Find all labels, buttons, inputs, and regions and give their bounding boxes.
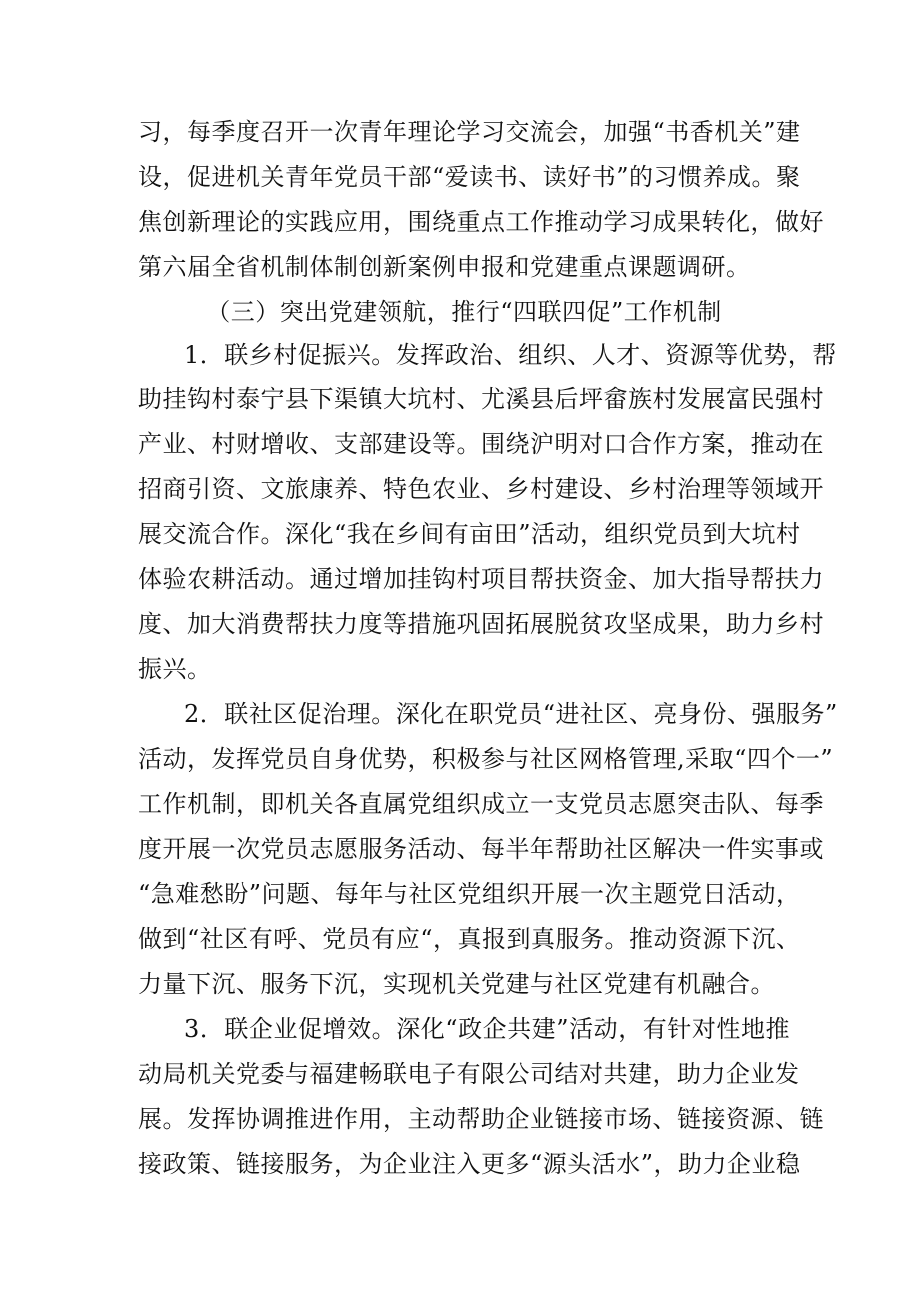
paragraph-3-line-7: 力量下沉、服务下沉，实现机关党建与社区党建有机融合。 bbox=[138, 970, 775, 998]
paragraph-2-line-7: 度、加大消费帮扶力度等措施巩固拓展脱贫攻坚成果，助力乡村 bbox=[138, 610, 824, 638]
paragraph-3-line-3: 工作机制，即机关各直属党组织成立一支党员志愿突击队、每季 bbox=[138, 790, 824, 818]
section-heading-3: （三）突出党建领航，推行“四联四促”工作机制 bbox=[206, 298, 722, 326]
paragraph-2-line-4: 招商引资、文旅康养、特色农业、乡村建设、乡村治理等领域开 bbox=[138, 475, 824, 503]
paragraph-1-line-1: 习，每季度召开一次青年理论学习交流会，加强“书香机关”建 bbox=[138, 118, 801, 146]
paragraph-2-line-5: 展交流合作。深化“我在乡间有亩田”活动，组织党员到大坑村 bbox=[138, 520, 801, 548]
paragraph-1-line-4: 第六届全省机制体制创新案例申报和党建重点课题调研。 bbox=[138, 253, 751, 281]
paragraph-1-line-2: 设，促进机关青年党员干部“爱读书、读好书”的习惯养成。聚 bbox=[138, 163, 801, 191]
paragraph-2-line-1: 1．联乡村促振兴。发挥政治、组织、人才、资源等优势，帮 bbox=[184, 341, 837, 369]
paragraph-3-line-1: 2．联社区促治理。深化在职党员“进社区、亮身份、强服务” bbox=[184, 700, 838, 728]
paragraph-2-line-2: 助挂钩村泰宁县下渠镇大坑村、尤溪县后坪畲族村发展富民强村 bbox=[138, 385, 824, 413]
paragraph-4-line-2: 动局机关党委与福建畅联电子有限公司结对共建，助力企业发 bbox=[138, 1060, 800, 1088]
paragraph-2-line-8: 振兴。 bbox=[138, 655, 212, 683]
paragraph-4-line-1: 3．联企业促增效。深化“政企共建”活动，有针对性地推 bbox=[184, 1015, 790, 1043]
paragraph-3-line-5: “急难愁盼”问题、每年与社区党组织开展一次主题党日活动， bbox=[138, 880, 801, 908]
paragraph-3-line-4: 度开展一次党员志愿服务活动、每半年帮助社区解决一件实事或 bbox=[138, 835, 824, 863]
paragraph-2-line-6: 体验农耕活动。通过增加挂钩村项目帮扶资金、加大指导帮扶力 bbox=[138, 565, 824, 593]
paragraph-1-line-3: 焦创新理论的实践应用，围绕重点工作推动学习成果转化，做好 bbox=[138, 208, 824, 236]
paragraph-4-line-3: 展。发挥协调推进作用，主动帮助企业链接市场、链接资源、链 bbox=[138, 1105, 824, 1133]
paragraph-2-line-3: 产业、村财增收、支部建设等。围绕沪明对口合作方案，推动在 bbox=[138, 430, 824, 458]
paragraph-3-line-2: 活动，发挥党员自身优势，积极参与社区网格管理,采取“四个一” bbox=[138, 745, 834, 773]
paragraph-3-line-6: 做到“社区有呼、党员有应“，真报到真服务。推动资源下沉、 bbox=[138, 925, 801, 953]
paragraph-4-line-4: 接政策、链接服务，为企业注入更多“源头活水”，助力企业稳 bbox=[138, 1150, 801, 1178]
